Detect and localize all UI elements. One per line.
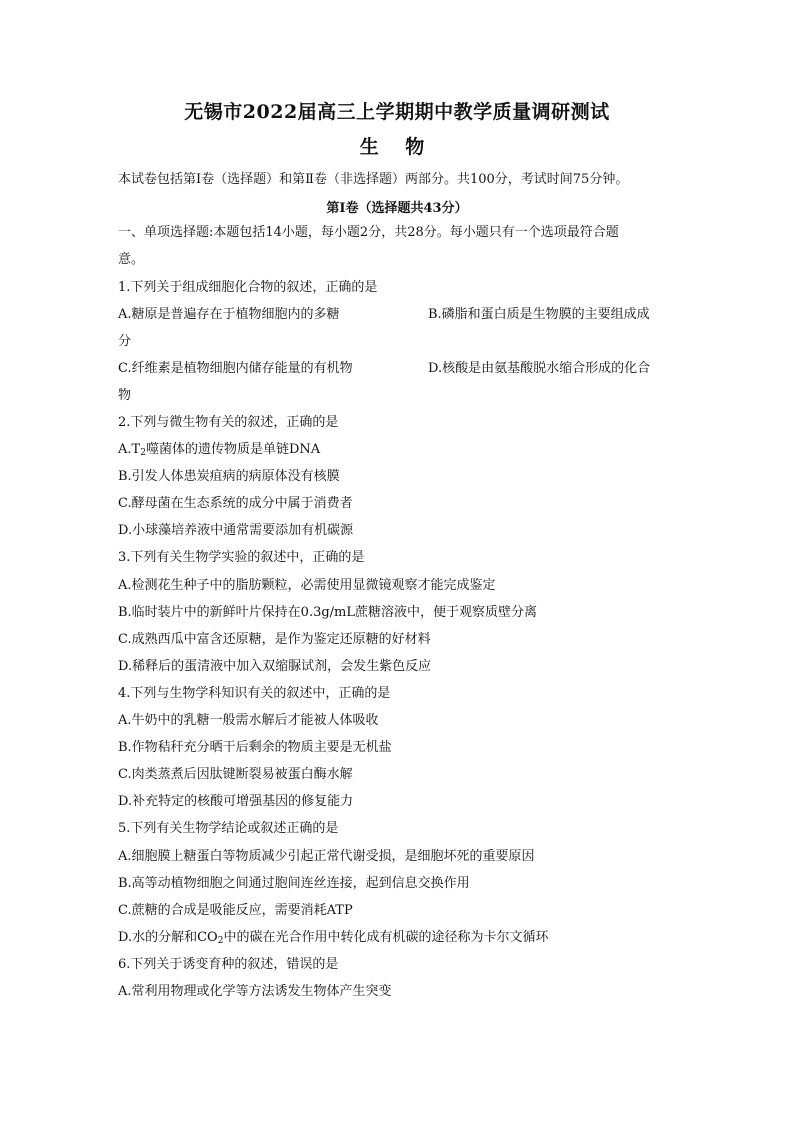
question-3-stem: 3.下列有关生物学实验的叙述中，正确的是: [118, 550, 365, 565]
exam-intro: 本试卷包括第Ⅰ卷（选择题）和第Ⅱ卷（非选择题）两部分。共100分，考试时间75分钟。: [118, 172, 629, 187]
question-5-option-c: C.蔗糖的合成是吸能反应，需要消耗ATP: [118, 903, 353, 918]
question-1-option-d: D.核酸是由氨基酸脱水缩合形成的化合: [428, 361, 651, 376]
question-1-stem: 1.下列关于组成细胞化合物的叙述，正确的是: [118, 280, 378, 295]
question-4-option-d: D.补充特定的核酸可增强基因的修复能力: [118, 794, 354, 809]
q2-a-rest: 噬菌体的遗传物质是单链DNA: [145, 442, 321, 457]
exam-title: 无锡市2022届高三上学期期中教学质量调研测试: [184, 101, 610, 123]
question-2-option-c: C.酵母菌在生态系统的成分中属于消费者: [118, 496, 353, 511]
question-2-stem: 2.下列与微生物有关的叙述，正确的是: [118, 415, 339, 430]
subject-title: 生 物: [359, 136, 435, 158]
section1-instructions-cont: 意。: [118, 252, 145, 267]
question-2-option-a: [118, 441, 688, 462]
question-2-option-d: D.小球藻培养液中通常需要添加有机碳源: [118, 523, 354, 538]
q2-a-subscript: 2: [140, 448, 146, 458]
q5-d-rest: 中的碳在光合作用中转化成有机碳的途径称为卡尔文循环: [223, 930, 549, 945]
question-1-option-c: C.纤维素是植物细胞内储存能量的有机物: [118, 361, 353, 376]
q5-d-subscript: 2: [217, 936, 224, 946]
question-2-option-b: B.引发人体患炭疽病的病原体没有核膜: [118, 469, 340, 484]
question-5-option-a: A.细胞膜上糖蛋白等物质减少引起正常代谢受损，是细胞坏死的重要原因: [118, 849, 535, 864]
question-6-stem: 6.下列关于诱变育种的叙述，错误的是: [118, 957, 339, 972]
question-4-option-c: C.肉类蒸煮后因肽键断裂易被蛋白酶水解: [118, 767, 353, 782]
question-1-option-b: B.磷脂和蛋白质是生物膜的主要组成成: [428, 307, 650, 322]
question-3-option-d: D.稀释后的蛋清液中加入双缩脲试剂，会发生紫色反应: [118, 659, 432, 674]
question-4-option-b: B.作物秸秆充分晒干后剩余的物质主要是无机盐: [118, 740, 392, 755]
question-6-option-a: A.常利用物理或化学等方法诱发生物体产生突变: [118, 984, 392, 999]
question-4-stem: 4.下列与生物学科知识有关的叙述中，正确的是: [118, 686, 391, 701]
question-3-option-c: C.成熟西瓜中富含还原糖，是作为鉴定还原糖的好材料: [118, 632, 431, 647]
section1-instructions: 一、单项选择题:本题包括14小题，每小题2分，共28分。每小题只有一个选项最符合题: [118, 225, 619, 240]
question-1-option-a: A.糖原是普遍存在于植物细胞内的多糖: [118, 307, 340, 322]
question-5-stem: 5.下列有关生物学结论或叙述正确的是: [118, 821, 339, 836]
question-4-option-a: A.牛奶中的乳糖一般需水解后才能被人体吸收: [118, 713, 379, 728]
question-5-option-b: B.高等动植物细胞之间通过胞间连丝连接，起到信息交换作用: [118, 876, 470, 891]
question-5-option-d: [118, 929, 688, 950]
question-1-option-b-cont: 分: [118, 334, 132, 349]
q5-d-prefix: D.水的分解和CO: [118, 930, 218, 945]
part1-heading: 第Ⅰ卷（选择题共43分）: [326, 201, 468, 216]
question-1-option-d-cont: 物: [118, 388, 132, 403]
question-3-option-b: B.临时装片中的新鲜叶片保持在0.3g/mL蔗糖溶液中，便于观察质壁分离: [118, 605, 538, 620]
question-3-option-a: A.检测花生种子中的脂肪颗粒，必需使用显微镜观察才能完成鉴定: [118, 578, 496, 593]
q2-a-prefix: A.T: [118, 442, 141, 457]
